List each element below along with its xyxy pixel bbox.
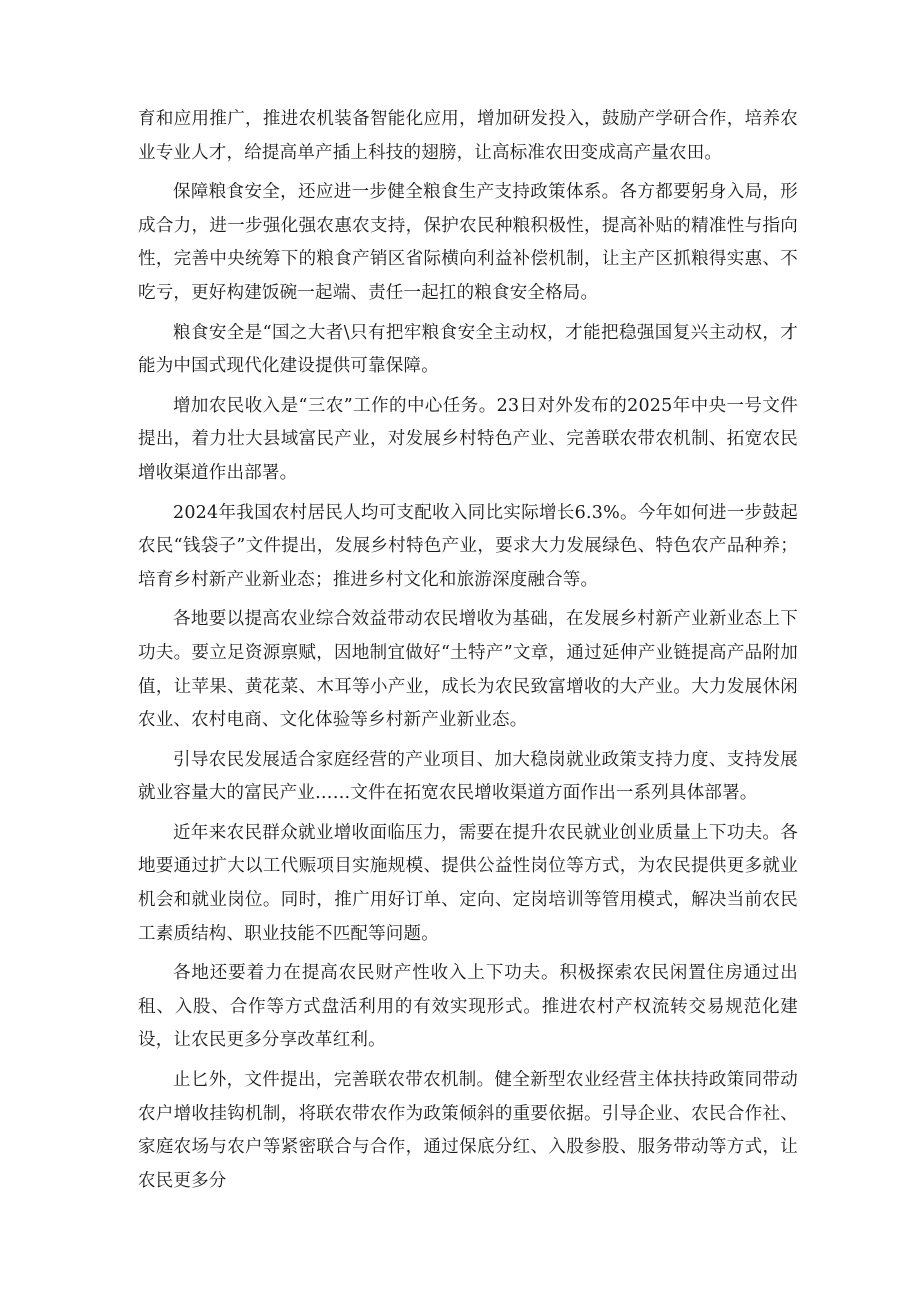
paragraph-grain-security: 粮食安全是“国之大者\只有把牢粮食安全主动权，才能把稳强国复兴主动权，才能为中国式现代化建设提供可靠保障。 (138, 322, 798, 377)
paragraph-income-growth: 2024年我国农村居民人均可支配收入同比实际增长6.3%。今年如何进一步鼓起农民“钱袋子”文件提出，发展乡村特色产业，要求大力发展绿色、特色农产品种养；培育乡村新产业新业态；推进乡村文化和旅游深度融合等。 (138, 502, 798, 590)
paragraph-property-income: 各地还要着力在提高农民财产性收入上下功夫。积极探索农民闲置住房通过出租、入股、合作等方式盘活利用的有效实现形式。推进农村产权流转交易规范化建设，让农民更多分享改革红利。 (138, 963, 798, 1051)
paragraph-farmer-income: 增加农民收入是“三农”工作的中心任务。23日对外发布的2025年中央一号文件提出，着力壮大县域富民产业，对发展乡村特色产业、完善联农带农机制、拓宽农民增收渠道作出部署。 (138, 395, 798, 483)
paragraph-new-industries: 各地要以提高农业综合效益带动农民增收为基础，在发展乡村新产业新业态上下功夫。要立足资源禀赋，因地制宜做好“土特产”文章，通过延伸产业链提高产品附加值，让苹果、黄花菜、木耳等小产业，成长为农民致富增收的大产业。大力发展休闲农业、农村电商、文化体验等乡村新产业新业态。 (138, 609, 798, 731)
document-body (138, 103, 798, 1204)
paragraph-employment: 近年来农民群众就业增收面临压力，需要在提升农民就业创业质量上下功夫。各地要通过扩大以工代赈项目实施规模、提供公益性岗位等方式，为农民提供更多就业机会和就业岗位。同时，推广用好订单、定向、定岗培训等管用模式，解决当前农民工素质结构、职业技能不匹配等问题。 (138, 822, 798, 944)
paragraph-grain-policy: 保障粮食安全，还应进一步健全粮食生产支持政策体系。各方都要躬身入局，形成合力，进一步强化强农惠农支持，保护农民种粮积极性，提高补贴的精准性与指向性，完善中央统筹下的粮食产销区省际横向利益补偿机制，让主产区抓粮得实惠、不吃亏，更好构建饭碗一起端、责任一起扛的粮食安全格局。 (138, 182, 798, 303)
paragraph-continuation: 育和应用推广，推进农机装备智能化应用，增加研发投入，鼓励产学研合作，培养农业专业人才，给提高单产插上科技的翅膀，让高标准农田变成高产量农田。 (138, 109, 798, 163)
paragraph-linkage-mechanism: 止匕外，文件提出，完善联农带农机制。健全新型农业经营主体扶持政策同带动农户增收挂钩机制，将联农带农作为政策倾斜的重要依据。引导企业、农民合作社、家庭农场与农户等紧密联合与合作，通过保底分红、入股参股、服务带动等方式，让农民更多分 (138, 1070, 798, 1191)
paragraph-income-channels: 引导农民发展适合家庭经营的产业项目、加大稳岗就业政策支持力度、支持发展就业容量大的富民产业……文件在拓宽农民增收渠道方面作出一系列具体部署。 (138, 749, 798, 804)
